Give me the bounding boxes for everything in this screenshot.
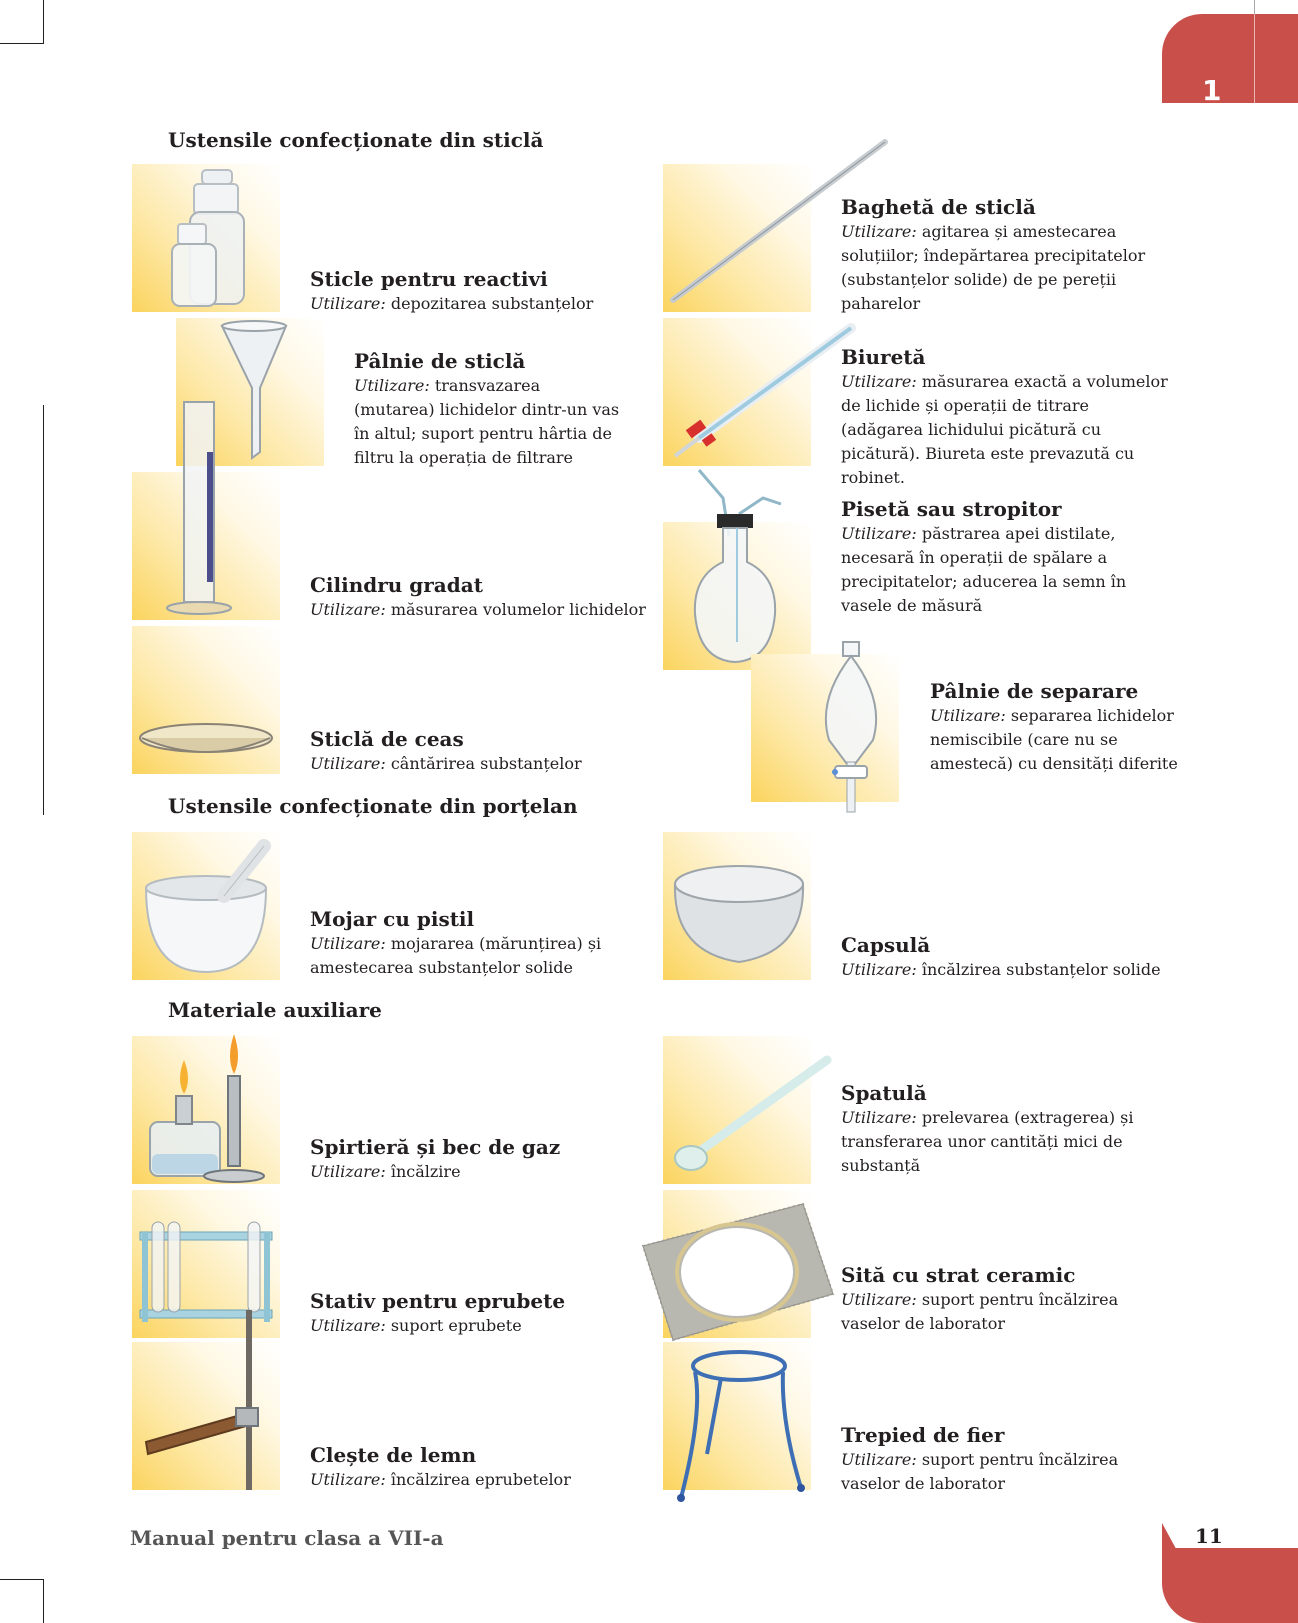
use-label: Utilizare: <box>841 1450 917 1469</box>
book-title: Manual pentru clasa a VII-a <box>130 1526 444 1550</box>
watch-glass-item <box>310 726 650 776</box>
item-name: Spirtieră și bec de gaz <box>310 1135 561 1159</box>
chapter-number: 1 <box>1202 74 1222 107</box>
item-use: mojararea (mărunțirea) și amestecarea substanțelor solide <box>310 934 602 977</box>
use-label: Utilizare: <box>841 372 917 391</box>
iron-tripod-item <box>841 1422 1181 1496</box>
glass-funnel-item <box>354 348 624 470</box>
wash-bottle-item <box>841 496 1171 618</box>
item-use: păstrarea apei distilate, necesară în operații de spălare a precipitatelor; aducerea la semn în vasele de măsură <box>841 524 1127 615</box>
use-label: Utilizare: <box>841 1108 917 1127</box>
separatory-funnel-item <box>930 678 1190 776</box>
test-tube-rack-image <box>132 1190 280 1338</box>
chapter-tab <box>1162 14 1298 107</box>
glass-rod-image <box>663 164 811 312</box>
wooden-clamp-image <box>132 1342 280 1490</box>
item-name: Baghetă de sticlă <box>841 195 1036 219</box>
item-name: Clește de lemn <box>310 1443 477 1467</box>
item-use: măsurarea volumelor lichidelor <box>385 600 646 619</box>
burette-item <box>841 344 1171 490</box>
wash-bottle-image <box>663 522 811 670</box>
item-name: Capsulă <box>841 933 931 957</box>
item-use: încălzire <box>385 1162 461 1181</box>
use-label: Utilizare: <box>841 524 917 543</box>
watch-glass-image <box>132 626 280 774</box>
use-label: Utilizare: <box>310 1470 386 1489</box>
crop-mark <box>43 1579 44 1623</box>
item-name: Sticle pentru reactivi <box>310 267 548 291</box>
use-label: Utilizare: <box>841 960 917 979</box>
item-name: Biuretă <box>841 345 926 369</box>
footer-tab <box>1162 1523 1298 1623</box>
item-name: Pâlnie de sticlă <box>354 349 526 373</box>
glass-rod-item <box>841 194 1161 316</box>
item-name: Pisetă sau stropitor <box>841 497 1062 521</box>
item-name: Pâlnie de separare <box>930 679 1139 703</box>
graduated-cylinder-item <box>310 572 650 622</box>
item-use: prelevarea (extragerea) și transferarea unor cantități mici de substanță <box>841 1108 1134 1175</box>
item-use: agitarea și amestecarea soluțiilor; îndepărtarea precipitatelor (substanțelor solide) de pe pereții paharelor <box>841 222 1146 313</box>
item-use: depozitarea substanțelor <box>385 294 594 313</box>
reagent-bottles-item <box>310 266 650 316</box>
burners-image <box>132 1036 280 1184</box>
mortar-pestle-image <box>132 832 280 980</box>
use-label: Utilizare: <box>310 600 386 619</box>
separatory-funnel-image <box>751 654 899 802</box>
page-number: 11 <box>1195 1524 1223 1548</box>
item-name: Mojar cu pistil <box>310 907 475 931</box>
item-name: Spatulă <box>841 1081 927 1105</box>
crop-mark <box>43 0 44 44</box>
use-label: Utilizare: <box>354 376 430 395</box>
item-name: Sticlă de ceas <box>310 727 464 751</box>
use-label: Utilizare: <box>841 1290 917 1309</box>
section-title-auxiliary: Materiale auxiliare <box>168 998 382 1022</box>
margin-line <box>43 405 44 815</box>
wooden-clamp-item <box>310 1442 650 1492</box>
mortar-pestle-item <box>310 906 610 980</box>
burners-item <box>310 1134 650 1184</box>
use-label: Utilizare: <box>310 934 386 953</box>
item-use: suport eprubete <box>385 1316 522 1335</box>
use-label: Utilizare: <box>841 222 917 241</box>
burette-image <box>663 318 811 466</box>
item-use: cântărirea substanțelor <box>385 754 582 773</box>
crop-mark <box>0 1579 44 1580</box>
item-use: separarea lichidelor nemiscibile (care nu se amestecă) cu densități diferite <box>930 706 1178 773</box>
graduated-cylinder-image <box>132 472 280 620</box>
spatula-image <box>663 1036 811 1184</box>
item-name: Sită cu strat ceramic <box>841 1263 1076 1287</box>
use-label: Utilizare: <box>930 706 1006 725</box>
capsule-item <box>841 932 1181 982</box>
section-title-glass: Ustensile confecționate din sticlă <box>168 128 544 152</box>
spatula-item <box>841 1080 1141 1178</box>
item-name: Stativ pentru eprubete <box>310 1289 566 1313</box>
iron-tripod-image <box>663 1342 811 1490</box>
test-tube-rack-item <box>310 1288 650 1338</box>
item-use: suport pentru încălzirea vaselor de laborator <box>841 1290 1119 1333</box>
item-use: suport pentru încălzirea vaselor de laborator <box>841 1450 1119 1493</box>
use-label: Utilizare: <box>310 1316 386 1335</box>
use-label: Utilizare: <box>310 754 386 773</box>
use-label: Utilizare: <box>310 1162 386 1181</box>
item-use: măsurarea exactă a volumelor de lichide și operații de titrare (adăgarea lichidului picătură cu picătură). Biureta este prevazută cu robinet. <box>841 372 1168 487</box>
capsule-image <box>663 832 811 980</box>
item-use: transvazarea (mutarea) lichidelor dintr-un vas în altul; suport pentru hârtia de filtru la operația de filtrare <box>354 376 620 467</box>
ceramic-gauze-image <box>663 1190 811 1338</box>
use-label: Utilizare: <box>310 294 386 313</box>
item-name: Cilindru gradat <box>310 573 483 597</box>
item-use: încălzirea substanțelor solide <box>916 960 1161 979</box>
tab-mark <box>1254 0 1255 103</box>
item-use: încălzirea eprubetelor <box>385 1470 571 1489</box>
ceramic-gauze-item <box>841 1262 1181 1336</box>
crop-mark <box>0 43 44 44</box>
reagent-bottles-image <box>132 164 280 312</box>
section-title-porcelain: Ustensile confecționate din porțelan <box>168 794 578 818</box>
item-name: Trepied de fier <box>841 1423 1005 1447</box>
